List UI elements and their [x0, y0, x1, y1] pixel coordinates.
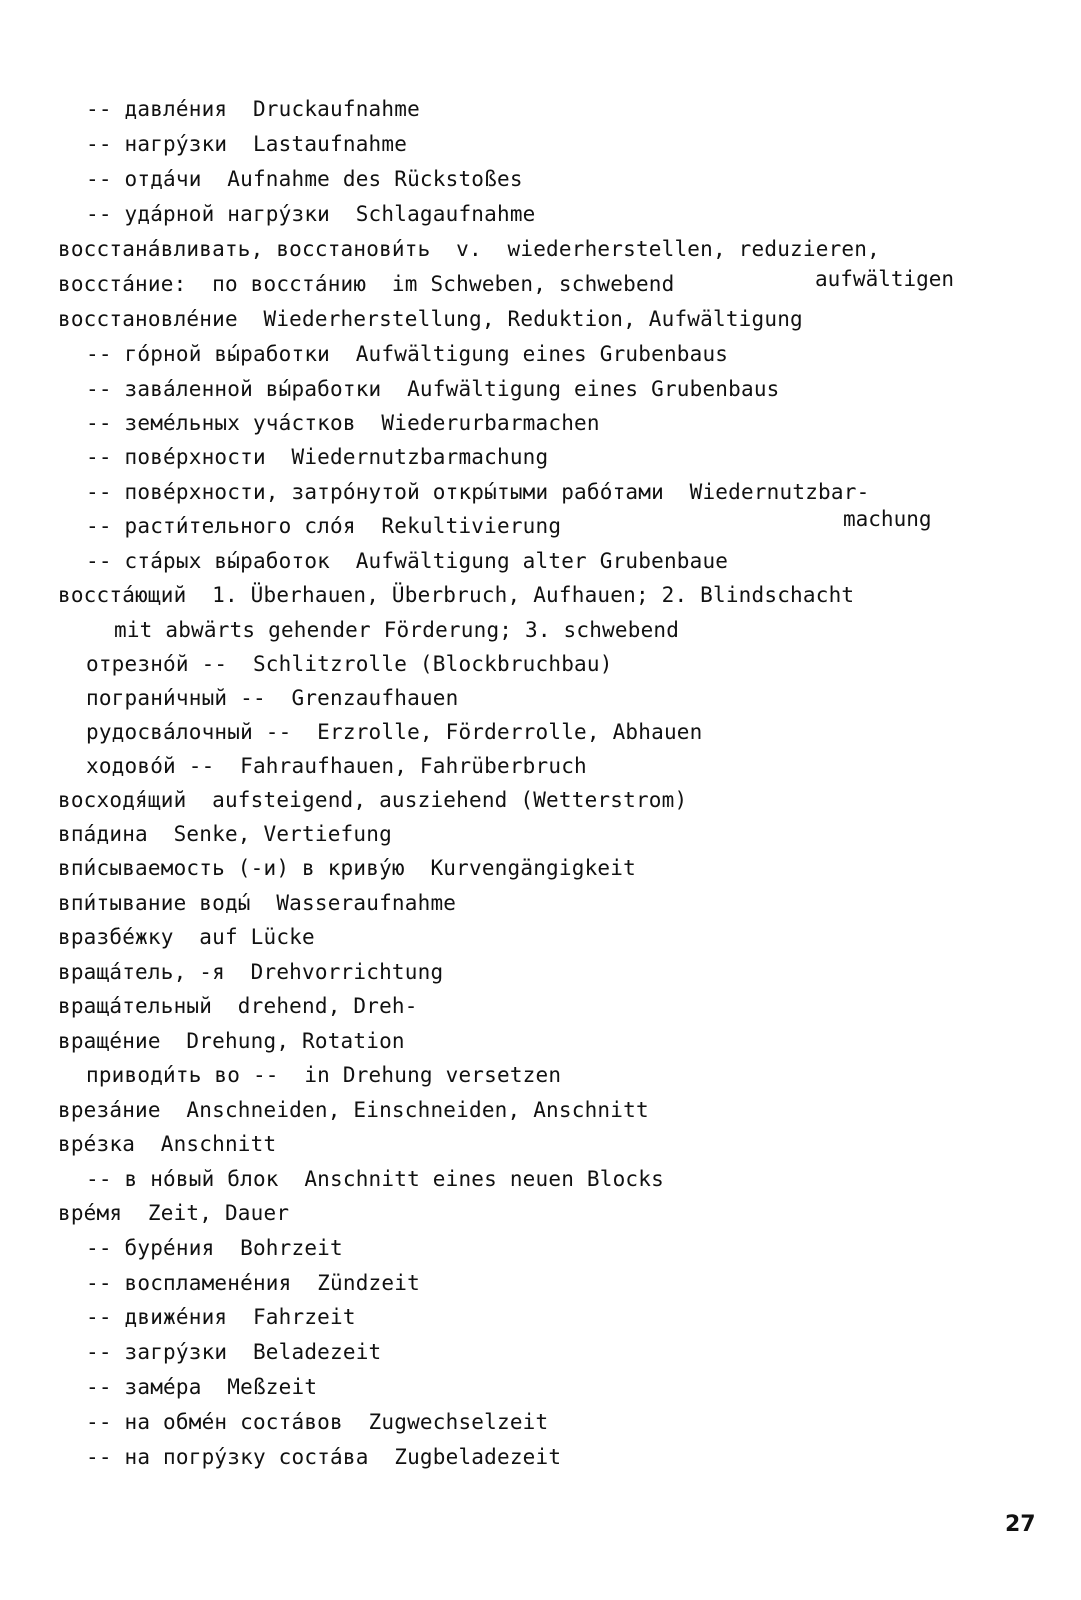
entry-line: -- пове́рхности Wiedernutzbarmachung [86, 445, 549, 469]
entry-line: -- отда́чи Aufnahme des Rückstoßes [86, 167, 523, 191]
entry-line: восходя́щий aufsteigend, ausziehend (Wetterstrom) [58, 788, 688, 812]
entry-line: mit abwärts gehender Förderung; 3. schwebend [114, 618, 680, 642]
entry-line: -- расти́тельного сло́я Rekultivierung [86, 514, 562, 538]
entry-line: вреза́ние Anschneiden, Einschneiden, Anschnitt [58, 1098, 649, 1122]
entry-line: -- движе́ния Fahrzeit [86, 1305, 356, 1329]
entry-line: -- пове́рхности, затро́нутой откры́тыми рабо́тами Wiedernutzbar- [86, 480, 870, 504]
entry-line: восста́ние: по восста́нию im Schweben, schwebend [58, 272, 675, 296]
entry-line: -- на обме́н соста́вов Zugwechselzeit [86, 1410, 549, 1434]
continuation-text: machung [843, 507, 932, 531]
entry-line: -- го́рной вы́работки Aufwältigung eines Grubenbaus [86, 342, 729, 366]
entry-line: восста́ющий 1. Überhauen, Überbruch, Aufhauen; 2. Blindschacht [58, 583, 855, 607]
entry-line: -- зава́ленной вы́работки Aufwältigung eines Grubenbaus [86, 377, 780, 401]
entry-line: отрезно́й -- Schlitzrolle (Blockbruchbau) [86, 652, 613, 676]
entry-line: впа́дина Senke, Vertiefung [58, 822, 392, 846]
entry-line: восстана́вливать, восстанови́ть v. wiederherstellen, reduzieren, [58, 237, 880, 261]
entry-line: впи́сываемость (-и) в криву́ю Kurvengängigkeit [58, 856, 636, 880]
entry-line: вре́мя Zeit, Dauer [58, 1201, 290, 1225]
entry-line: ходово́й -- Fahraufhauen, Fahrüberbruch [86, 754, 587, 778]
entry-line: -- ста́рых вы́работок Aufwältigung alter Grubenbaue [86, 549, 729, 573]
entry-line: -- земе́льных уча́стков Wiederurbarmachen [86, 411, 600, 435]
entry-line: -- нагру́зки Lastaufnahme [86, 132, 408, 156]
entry-line: пограни́чный -- Grenzaufhauen [86, 686, 459, 710]
entry-line: -- загру́зки Beladezeit [86, 1340, 382, 1364]
entry-line: -- буре́ния Bohrzeit [86, 1236, 343, 1260]
entry-line: -- давле́ния Druckaufnahme [86, 97, 420, 121]
page-number: 27 [1005, 1512, 1036, 1537]
entry-line: -- воспламене́ния Zündzeit [86, 1271, 420, 1295]
entry-line: -- на погру́зку соста́ва Zugbeladezeit [86, 1445, 562, 1469]
entry-line: враща́тель, -я Drehvorrichtung [58, 960, 444, 984]
entry-line: -- заме́ра Meßzeit [86, 1375, 318, 1399]
entry-line: восстановле́ние Wiederherstellung, Reduktion, Aufwältigung [58, 307, 803, 331]
entry-line: приводи́ть во -- in Drehung versetzen [86, 1063, 562, 1087]
entry-line: враща́тельный drehend, Dreh- [58, 994, 418, 1018]
entry-line: вразбе́жку auf Lücke [58, 925, 315, 949]
entry-line: -- в но́вый блок Anschnitt eines neuen Blocks [86, 1167, 664, 1191]
entry-line: -- уда́рной нагру́зки Schlagaufnahme [86, 202, 536, 226]
continuation-text: aufwältigen [815, 267, 955, 291]
entry-line: рудосва́лочный -- Erzrolle, Förderrolle, Abhauen [86, 720, 703, 744]
entry-line: враще́ние Drehung, Rotation [58, 1029, 405, 1053]
entry-line: впи́тывание воды́ Wasseraufnahme [58, 891, 457, 915]
entry-line: вре́зка Anschnitt [58, 1132, 277, 1156]
